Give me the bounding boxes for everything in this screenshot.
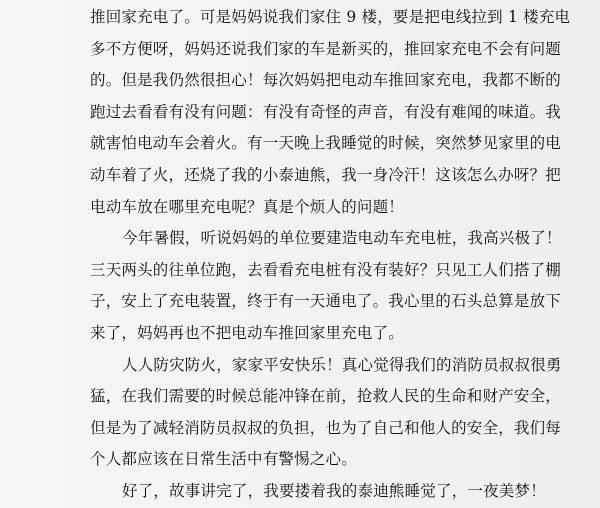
text-line-14: 但是为了减轻消防员叔叔的负担，也为了自己和他人的安全，我们每 [90,418,562,437]
text-line-1: 推回家充电了。可是妈妈说我们家住 9 楼，要是把电线拉到 1 楼充电 [90,8,571,26]
text-line-15: 个人都应该在日常生活中有警惕之心。 [90,450,357,469]
paragraph-start-line-12: 人人防灾防火，家家平安快乐！真心觉得我们的消防员叔叔很勇 [122,355,562,374]
text-line-3: 的。但是我仍然很担心！每次妈妈把电动车推回家充电，我都不断的 [90,71,562,90]
text-line-7: 电动车放在哪里充电呢？真是个烦人的问题！ [90,197,405,216]
text-line-10: 子，安上了充电装置，终于有一天通电了。我心里的石头总算是放下 [90,292,562,311]
text-line-11: 来了，妈妈再也不把电动车推回家里充电了。 [90,323,405,342]
text-line-2: 多不方便呀，妈妈还说我们家的车是新买的，推回家充电不会有问题 [90,39,562,58]
text-line-9: 三天两头的往单位跑，去看看充电桩有没有装好？只见工人们搭了棚 [90,260,562,279]
text-line-4: 跑过去看看有没有问题：有没有奇怪的声音，有没有难闻的味道。我 [90,102,562,121]
paragraph-start-line-16: 好了，故事讲完了，我要搂着我的泰迪熊睡觉了，一夜美梦！ [122,481,546,500]
text-line-5: 就害怕电动车会着火。有一天晚上我睡觉的时候，突然梦见家里的电 [90,134,562,153]
paragraph-start-line-8: 今年暑假，听说妈妈的单位要建造电动车充电桩，我高兴极了！ [122,229,562,248]
text-line-6: 动车着了火，还烧了我的小泰迪熊，我一身冷汗！这该怎么办呀？把 [90,165,562,184]
essay-text [90,2,571,508]
text-line-13: 猛，在我们需要的时候总能冲锋在前，抢救人民的生命和财产安全， [90,387,562,406]
